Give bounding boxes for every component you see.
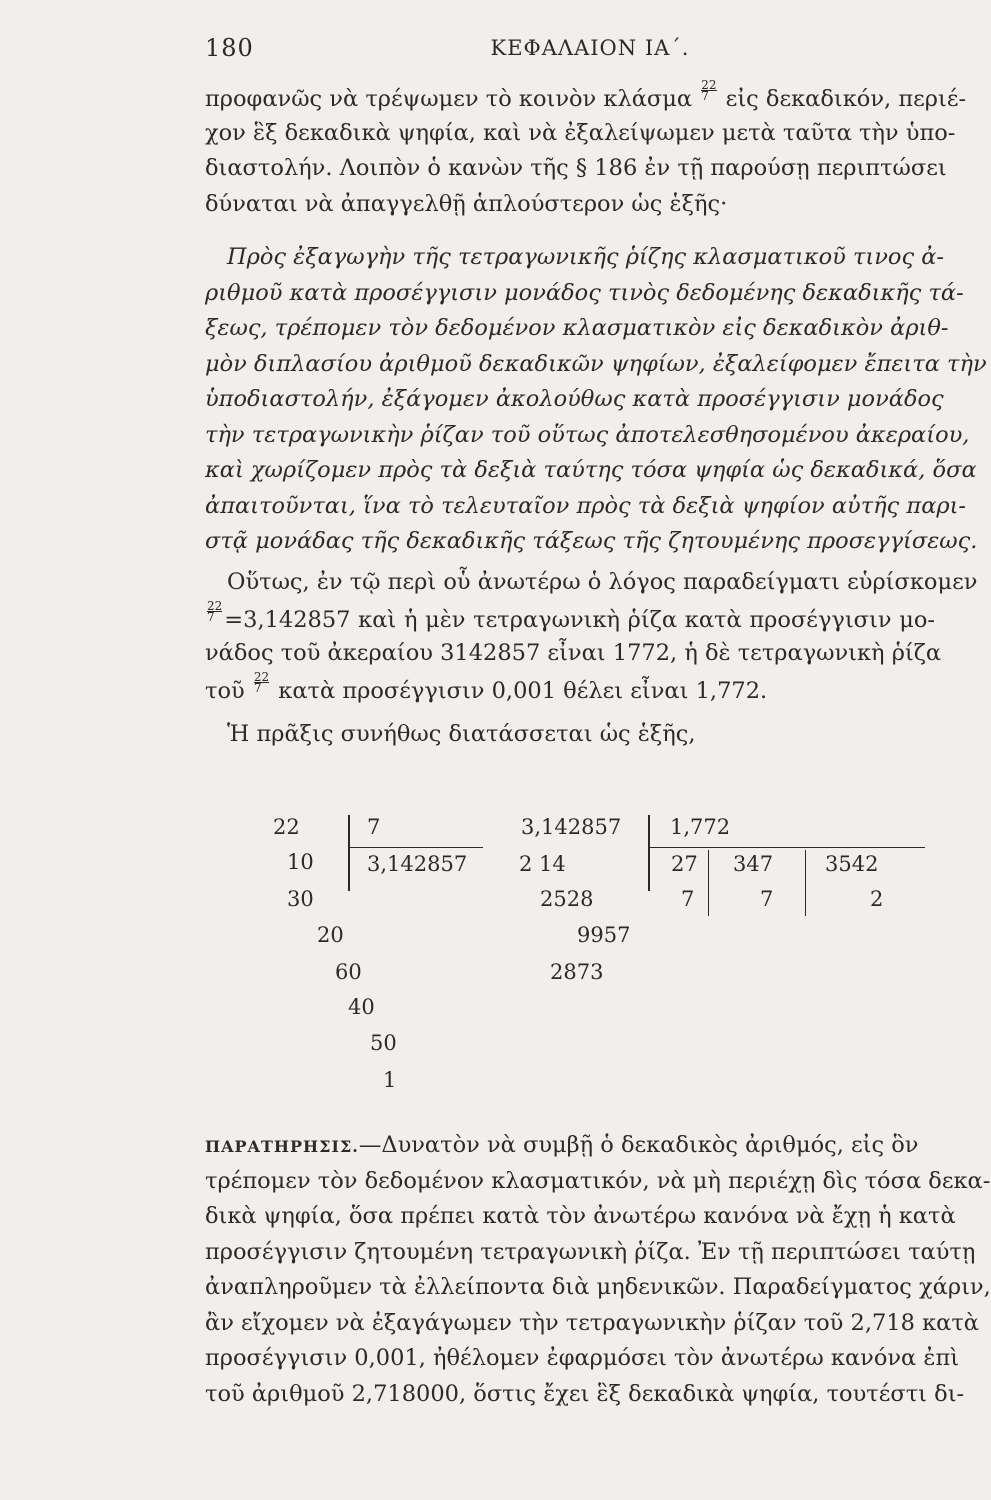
text-line: τρέπομεν τὸν δεδομένον κλασματικόν, νὰ μὴ περιέχῃ δὶς τόσα δεκα- — [205, 1167, 991, 1194]
trial-digit: 7 — [760, 887, 774, 911]
trial-digit: 2 — [870, 887, 884, 911]
quotient: 3,142857 — [367, 852, 468, 876]
rule-paragraph — [205, 240, 987, 560]
trial-digit: 7 — [681, 887, 695, 911]
square-root-result: 1,772 — [670, 815, 731, 839]
remark-paragraph — [205, 1128, 991, 1412]
text-line: Ἡ πρᾶξις συνήθως διατάσσεται ὡς ἑξῆς, — [227, 721, 696, 747]
text-line: ριθμοῦ κατὰ προσέγγισιν μονάδος τινὸς δεδομένης δεκαδικῆς τά- — [205, 279, 964, 306]
text-line: ξεως, τρέπομεν τὸν δεδομένον κλασματικὸν εἰς δεκαδικὸν ἀριθ- — [205, 315, 949, 341]
text-line: νάδος τοῦ ἀκεραίου 3142857 εἶναι 1772, ἡ δὲ τετραγωνικὴ ῥίζα — [205, 640, 942, 666]
text-line: ὑποδιαστολήν, ἐξάγομεν ἀκολούθως κατὰ προσέγγισιν μονάδος — [205, 386, 944, 412]
text-line: προσέγγισιν 0,001, ἠθέλομεν ἐφαρμόσει τὸν ἀνωτέρω κανόνα ἐπὶ — [205, 1345, 960, 1371]
sqrt-step: 2528 — [540, 887, 594, 911]
example-paragraph — [205, 565, 978, 753]
division-step: 22 — [273, 815, 300, 839]
running-head: ΚΕΦΑΛΑΙΟΝ ΙΑ΄. — [490, 36, 690, 60]
text-line: προσέγγισιν ζητουμένη τετραγωνικὴ ῥίζα. Ἐν τῇ περιπτώσει ταύτῃ — [205, 1238, 976, 1265]
sqrt-rule — [648, 847, 925, 848]
division-step: 1 — [383, 1068, 397, 1092]
division-step: 10 — [287, 850, 314, 874]
page-header — [205, 34, 935, 64]
trial-divisor: 27 — [671, 852, 698, 876]
text-line: Οὕτως, ἐν τῷ περὶ οὗ ἀνωτέρω ὁ λόγος παραδείγματι εὑρίσκομεν — [227, 569, 978, 595]
text-line: στᾷ μονάδας τῆς δεκαδικῆς τάξεως τῆς ζητουμένης προσεγγίσεως. — [205, 528, 978, 554]
text-line: καὶ χωρίζομεν πρὸς τὰ δεξιὰ ταύτης τόσα ψηφία ὡς δεκαδικά, ὅσα — [205, 457, 977, 483]
sqrt-step: 2873 — [550, 960, 604, 984]
sqrt-step: 2 14 — [519, 852, 566, 876]
text-line: μὸν διπλασίου ἀριθμοῦ δεκαδικῶν ψηφίων, ἐξαλείφομεν ἔπειτα τὴν — [205, 350, 987, 377]
sqrt-step: 9957 — [577, 923, 631, 947]
division-step: 60 — [335, 960, 362, 984]
division-step: 30 — [287, 887, 314, 911]
sqrt-step: 3,142857 — [521, 815, 622, 839]
text-line: Πρὸς ἐξαγωγὴν τῆς τετραγωνικῆς ῥίζης κλασματικοῦ τινος ἀ- — [227, 244, 945, 270]
column-divider — [708, 850, 709, 916]
intro-paragraph — [205, 78, 967, 222]
fraction: $\frac{22}{7}$ — [701, 78, 717, 103]
text-line: διαστολήν. Λοιπὸν ὁ κανὼν τῆς § 186 ἐν τῇ παρούσῃ περιπτώσει — [205, 155, 947, 181]
column-divider — [805, 850, 806, 916]
division-step: 50 — [370, 1031, 397, 1055]
sqrt-bar — [648, 815, 650, 891]
divisor: 7 — [367, 815, 381, 839]
text-line: ἂν εἴχομεν νὰ ἐξαγάγωμεν τὴν τετραγωνικὴν ῥίζαν τοῦ 2,718 κατὰ — [205, 1309, 979, 1336]
division-rule — [348, 847, 483, 848]
remark-label: ΠΑΡΑΤΗΡΗΣΙΣ. — [205, 1137, 359, 1156]
text-line: δικὰ ψηφία, ὅσα πρέπει κατὰ τὸν ἀνωτέρω κανόνα νὰ ἔχῃ ἡ κατὰ — [205, 1203, 956, 1229]
text-line: χον ἓξ δεκαδικὰ ψηφία, καὶ νὰ ἐξαλείψωμεν μετὰ ταῦτα τὴν ὑπο- — [205, 119, 956, 146]
division-step: 40 — [348, 995, 375, 1019]
text-line: τὴν τετραγωνικὴν ῥίζαν τοῦ οὕτως ἀποτελεσθησομένου ἀκεραίου, — [205, 421, 970, 448]
calculation-layout — [205, 805, 935, 1105]
division-bar — [348, 815, 350, 891]
text-line: τοῦ $\frac{22}{7}$ κατὰ προσέγγισιν 0,001 θέλει εἶναι 1,772. — [205, 669, 768, 704]
page-number: 180 — [205, 34, 254, 62]
division-step: 20 — [317, 923, 344, 947]
fraction: $\frac{22}{7}$ — [207, 598, 223, 624]
text-line: $\frac{22}{7}$ =3,142857 καὶ ἡ μὲν τετραγωνικὴ ῥίζα κατὰ προσέγγισιν μο- — [207, 598, 935, 633]
text-line: ΠΑΡΑΤΗΡΗΣΙΣ.—Δυνατὸν νὰ συμβῇ ὁ δεκαδικὸς ἀριθμός, εἰς ὃν — [205, 1132, 919, 1158]
trial-divisor: 347 — [733, 852, 774, 876]
text-line: τοῦ ἀριθμοῦ 2,718000, ὅστις ἔχει ἓξ δεκαδικὰ ψηφία, τουτέστι δι- — [205, 1380, 965, 1407]
text-line: ἀναπληροῦμεν τὰ ἐλλείποντα διὰ μηδενικῶν. Παραδείγματος χάριν, — [205, 1274, 991, 1300]
fraction: $\frac{22}{7}$ — [253, 669, 270, 695]
trial-divisor: 3542 — [825, 852, 879, 876]
text-line: ἀπαιτοῦνται, ἵνα τὸ τελευταῖον πρὸς τὰ δεξιὰ ψηφίον αὐτῆς παρι- — [205, 492, 967, 519]
text-line: δύναται νὰ ἀπαγγελθῇ ἁπλούστερον ὡς ἑξῆς· — [205, 190, 728, 217]
text-line: προφανῶς νὰ τρέψωμεν τὸ κοινὸν κλάσμα $\frac{22}{7}$ εἰς δεκαδικόν, περιέ- — [205, 78, 967, 112]
